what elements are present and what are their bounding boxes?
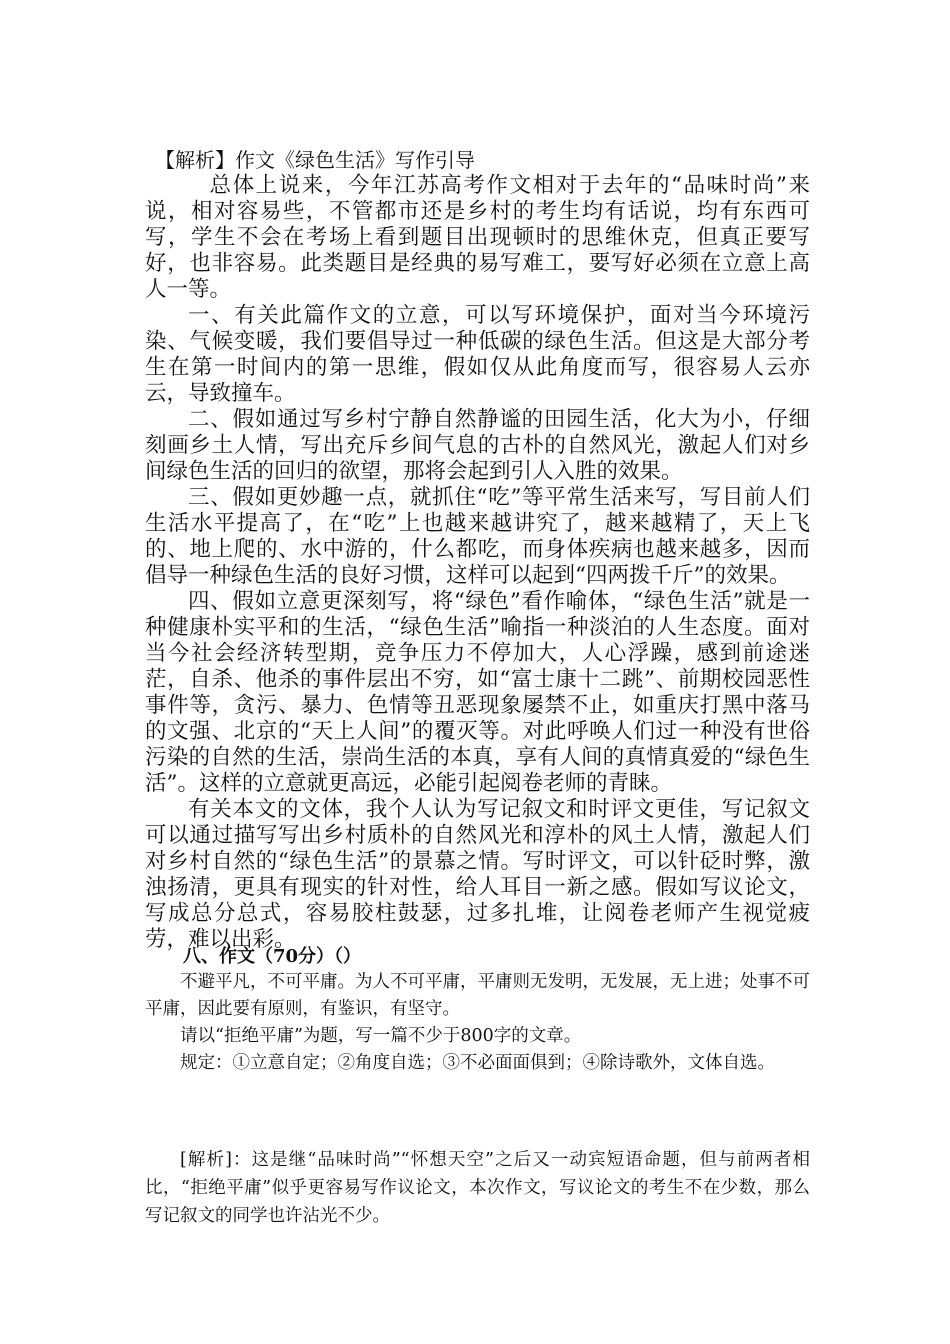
second-analysis-section [145, 1146, 810, 1230]
prompt-paragraph: 请以“拒绝平庸”为题，写一篇不少于800字的文章。 [180, 1026, 582, 1046]
essay-question-section [145, 945, 810, 1077]
paragraph-point-4: 四、假如立意更深刻写，将“绿色”看作喻体，“绿色生活”就是一种健康朴实平和的生活，“绿色生活”喻指一种淡泊的人生态度。面对当今社会经济转型期，竞争压力不停加大，人心浮躁，感到前途迷茫，自杀、他杀的事件层出不穷，如“富士康十二跳”、前期校园恶性事件等，贪污、暴力、色情等丑恶现象屡禁不止，如重庆打黑中落马的文强、北京的“天上人间”的覆灭等。对此呼唤人们过一种没有世俗污染的自然的生活，崇尚生活的本真，享有人间的真情真爱的“绿色生活”。这样的立意就更高远，必能引起阅卷老师的青睐。 [145, 589, 810, 796]
paragraph-overview: 总体上说来，今年江苏高考作文相对于去年的“品味时尚”来说，相对容易些，不管都市还是乡村的考生均有话说，均有东西可写，学生不会在考场上看到题目出现顿时的思维休克，但真正要写好，也非容易。此类题目是经典的易写难工，要写好必须在立意上高人一等。 [145, 173, 810, 302]
second-analysis-paragraph: [解析]：这是继“品味时尚”“怀想天空”之后又一动宾短语命题，但与前两者相比，“拒绝平庸”似乎更容易写作议论文，本次作文，写议论文的考生不在少数，那么写记叙文的同学也许沾光不少。 [145, 1150, 810, 1226]
analysis-heading: 【解析】作文《绿色生活》写作引导 [155, 148, 475, 172]
paragraph-point-2: 二、假如通过写乡村宁静自然静谧的田园生活，化大为小，仔细刻画乡土人情，写出充斥乡间气息的古朴的自然风光，激起人们对乡间绿色生活的回归的欲望，那将会起到引人入胜的效果。 [145, 407, 810, 484]
essay-question-title: 八、作文（70分）（） [183, 946, 362, 967]
prompt-paragraph: 规定：①立意自定；②角度自选；③不必面面俱到；④除诗歌外，文体自选。 [180, 1053, 775, 1073]
analysis-section [145, 148, 810, 953]
paragraph-genre: 有关本文的文体，我个人认为写记叙文和时评文更佳，写记叙文可以通过描写写出乡村质朴的自然风光和淳朴的风土人情，激起人们对乡村自然的“绿色生活”的景慕之情。写时评文，可以针砭时弊，激浊扬清，更具有现实的针对性，给人耳目一新之感。假如写议论文，写成总分总式，容易胶柱鼓瑟，过多扎堆，让阅卷老师产生视觉疲劳，难以出彩。 [145, 797, 810, 952]
prompt-paragraph: 不避平凡，不可平庸。为人不可平庸，平庸则无发明，无发展，无上进；处事不可平庸，因此要有原则，有鉴识，有坚守。 [145, 972, 810, 1019]
paragraph-point-3: 三、假如更妙趣一点，就抓住“吃”等平常生活来写，写目前人们生活水平提高了，在“吃”上也越来越讲究了，越来越精了，天上飞的、地上爬的、水中游的，什么都吃，而身体疾病也越来越多，因而倡导一种绿色生活的良好习惯，这样可以起到“四两拨千斤”的效果。 [145, 485, 810, 588]
paragraph-point-1: 一、有关此篇作文的立意，可以写环境保护，面对当今环境污染、气候变暖，我们要倡导过一种低碳的绿色生活。但这是大部分考生在第一时间内的第一思维，假如仅从此角度而写，很容易人云亦云，导致撞车。 [145, 303, 810, 406]
